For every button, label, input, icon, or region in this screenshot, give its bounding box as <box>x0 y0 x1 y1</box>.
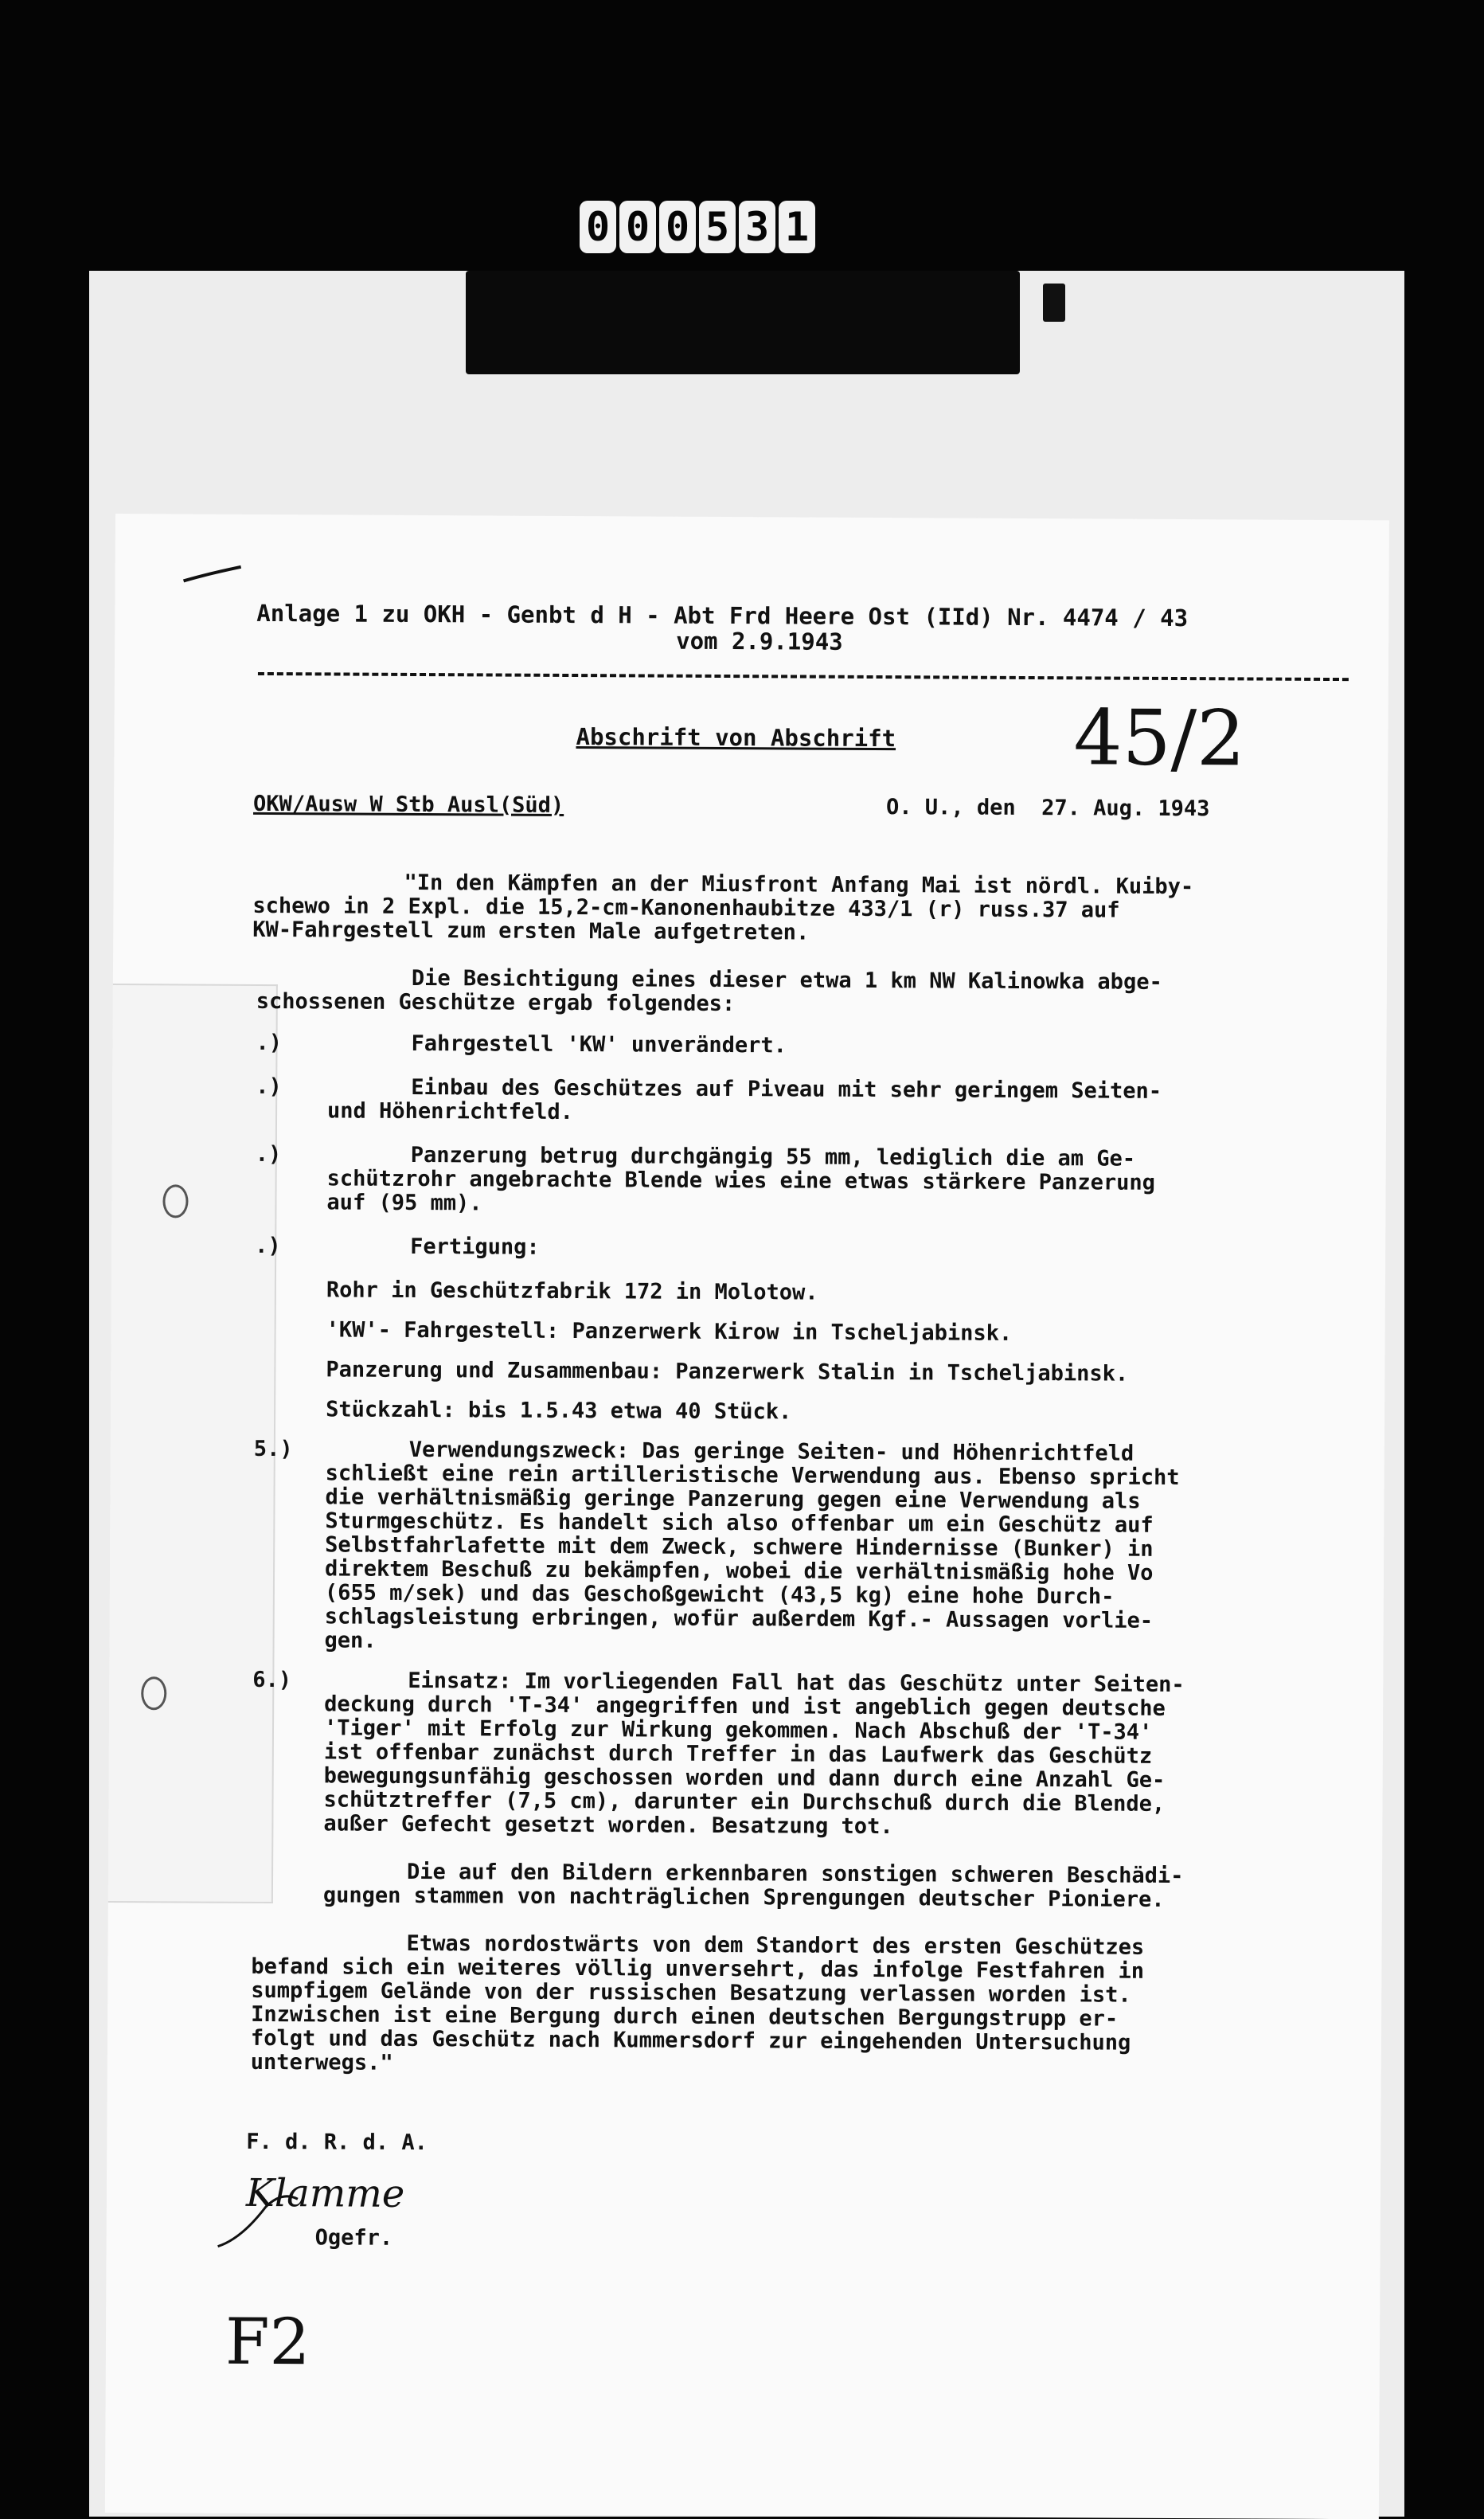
sender-line: OKW/Ausw W Stb Ausl(Süd) <box>253 791 564 818</box>
intro-line: KW-Fahrgestell zum ersten Male aufgetreten. <box>252 917 810 945</box>
item-line: schütztreffer (7,5 cm), darunter ein Durchschuß durch die Blende, <box>323 1787 1166 1817</box>
punch-hole <box>162 1184 188 1218</box>
inspection-line: schossenen Geschütze ergab folgendes: <box>256 988 736 1017</box>
item-line: Selbstfahrlafette mit dem Zweck, schwere Hindernisse (Bunker) in <box>325 1532 1154 1562</box>
item-line: Rohr in Geschützfabrik 172 in Molotow. <box>326 1277 818 1305</box>
item-line: Stückzahl: bis 1.5.43 etwa 40 Stück. <box>326 1397 792 1425</box>
handwritten-corner-mark: F2 <box>225 2304 310 2380</box>
damage-paragraph-line: Die auf den Bildern erkennbaren sonstigen schweren Beschädi- <box>406 1859 1184 1889</box>
header-line-1: Anlage 1 zu OKH - Genbt d H - Abt Frd Heere Ost (IId) Nr. 4474 / 43 <box>256 599 1189 632</box>
item-line: Panzerung betrug durchgängig 55 mm, lediglich die am Ge- <box>410 1142 1136 1171</box>
item-line: außer Gefecht gesetzt worden. Besatzung tot. <box>323 1811 893 1840</box>
item-line: Panzerung und Zusammenbau: Panzerwerk Stalin in Tscheljabinsk. <box>326 1357 1129 1387</box>
inspection-line: Die Besichtigung eines dieser etwa 1 km NW Kalinowka abge- <box>411 965 1162 995</box>
frame-counter <box>580 201 815 253</box>
binder-clip-bar <box>1043 284 1065 322</box>
second-gun-paragraph-line: Etwas nordostwärts von dem Standort des ersten Geschützes <box>406 1930 1145 1960</box>
item-line: ist offenbar zunächst durch Treffer in das Laufwerk das Geschütz <box>323 1739 1153 1769</box>
intro-line: schewo in 2 Expl. die 15,2-cm-Kanonenhaubitze 433/1 (r) russ.37 auf <box>252 893 1120 923</box>
item-number: .) <box>255 1141 282 1168</box>
punch-hole <box>141 1676 166 1710</box>
item-line: direktem Beschuß zu bekämpfen, wobei die verhältnismäßig hohe Vo <box>324 1556 1154 1586</box>
item-line: Fahrgestell 'KW' unverändert. <box>411 1031 787 1058</box>
intro-line: "In den Kämpfen an der Miusfront Anfang Mai ist nördl. Kuiby- <box>404 870 1194 900</box>
handwritten-file-number: 45/2 <box>1073 693 1246 784</box>
item-line: schlagsleistung erbringen, wofür außerdem Kgf.- Aussagen vorlie- <box>324 1604 1154 1633</box>
item-line: auf (95 mm). <box>326 1190 482 1216</box>
header-divider <box>258 672 1349 681</box>
item-line: bewegungsunfähig geschossen worden und dann durch eine Anzahl Ge- <box>323 1763 1166 1793</box>
counter-digit: 3 <box>739 201 775 253</box>
second-gun-paragraph-line: sumpfigem Gelände von der russischen Besatzung verlassen worden ist. <box>251 1977 1131 2008</box>
item-line: (655 m/sek) und das Geschoßgewicht (43,5 kg) eine hohe Durch- <box>324 1580 1115 1610</box>
item-number: .) <box>255 1233 281 1259</box>
item-line: Einbau des Geschützes auf Piveau mit sehr geringem Seiten- <box>411 1074 1162 1104</box>
item-line: gen. <box>324 1628 377 1653</box>
counter-digit: 1 <box>779 201 815 253</box>
index-tab <box>108 984 278 1903</box>
item-line: die verhältnismäßig geringe Panzerung gegen eine Verwendung als <box>325 1484 1141 1514</box>
item-line: Einsatz: Im vorliegenden Fall hat das Geschütz unter Seiten- <box>408 1668 1185 1698</box>
second-gun-paragraph-line: Inzwischen ist eine Bergung durch einen deutschen Bergungstrupp er- <box>251 2001 1119 2032</box>
item-line: und Höhenrichtfeld. <box>326 1098 574 1125</box>
item-line: deckung durch 'T-34' angegriffen und ist angeblich gegen deutsche <box>324 1692 1166 1721</box>
header-line-2: vom 2.9.1943 <box>676 627 843 655</box>
second-gun-paragraph-line: folgt und das Geschütz nach Kummersdorf zur eingehenden Untersuchung <box>250 2025 1131 2055</box>
item-line: schließt eine rein artilleristische Verwendung aus. Ebenso spricht <box>325 1461 1180 1491</box>
second-gun-paragraph-line: unterwegs." <box>250 2049 393 2075</box>
signer-rank: Ogefr. <box>314 2225 393 2251</box>
certification-line: F. d. R. d. A. <box>246 2129 428 2156</box>
pen-stroke-mark <box>181 561 244 585</box>
item-number: 5.) <box>253 1436 293 1462</box>
item-number: .) <box>256 1030 283 1056</box>
item-line: Sturmgeschütz. Es handelt sich also offenbar um ein Geschütz auf <box>325 1508 1154 1538</box>
counter-digit: 5 <box>699 201 736 253</box>
item-line: 'Tiger' mit Erfolg zur Wirkung gekommen. Nach Abschuß der 'T-34' <box>323 1715 1153 1745</box>
document-sheet <box>105 514 1389 2519</box>
second-gun-paragraph-line: befand sich ein weiteres völlig unversehrt, das infolge Festfahren in <box>251 1954 1145 1984</box>
item-line: 'KW'- Fahrgestell: Panzerwerk Kirow in Tscheljabinsk. <box>326 1317 1013 1346</box>
counter-digit: 0 <box>580 201 616 253</box>
item-heading: Fertigung: <box>410 1234 540 1260</box>
item-number: .) <box>256 1074 282 1100</box>
document-title: Abschrift von Abschrift <box>576 723 896 753</box>
binder-clip <box>466 271 1020 374</box>
damage-paragraph-line: gungen stammen von nachträglichen Sprengungen deutscher Pioniere. <box>322 1883 1165 1912</box>
handwritten-signature: Klamme <box>245 2170 405 2216</box>
place-date: O. U., den 27. Aug. 1943 <box>886 795 1210 822</box>
item-number: 6.) <box>252 1667 292 1693</box>
item-line: schützrohr angebrachte Blende wies eine etwas stärkere Panzerung <box>326 1166 1156 1195</box>
item-line: Verwendungszweck: Das geringe Seiten- und Höhenrichtfeld <box>408 1437 1134 1466</box>
counter-digit: 0 <box>619 201 656 253</box>
counter-digit: 0 <box>659 201 696 253</box>
